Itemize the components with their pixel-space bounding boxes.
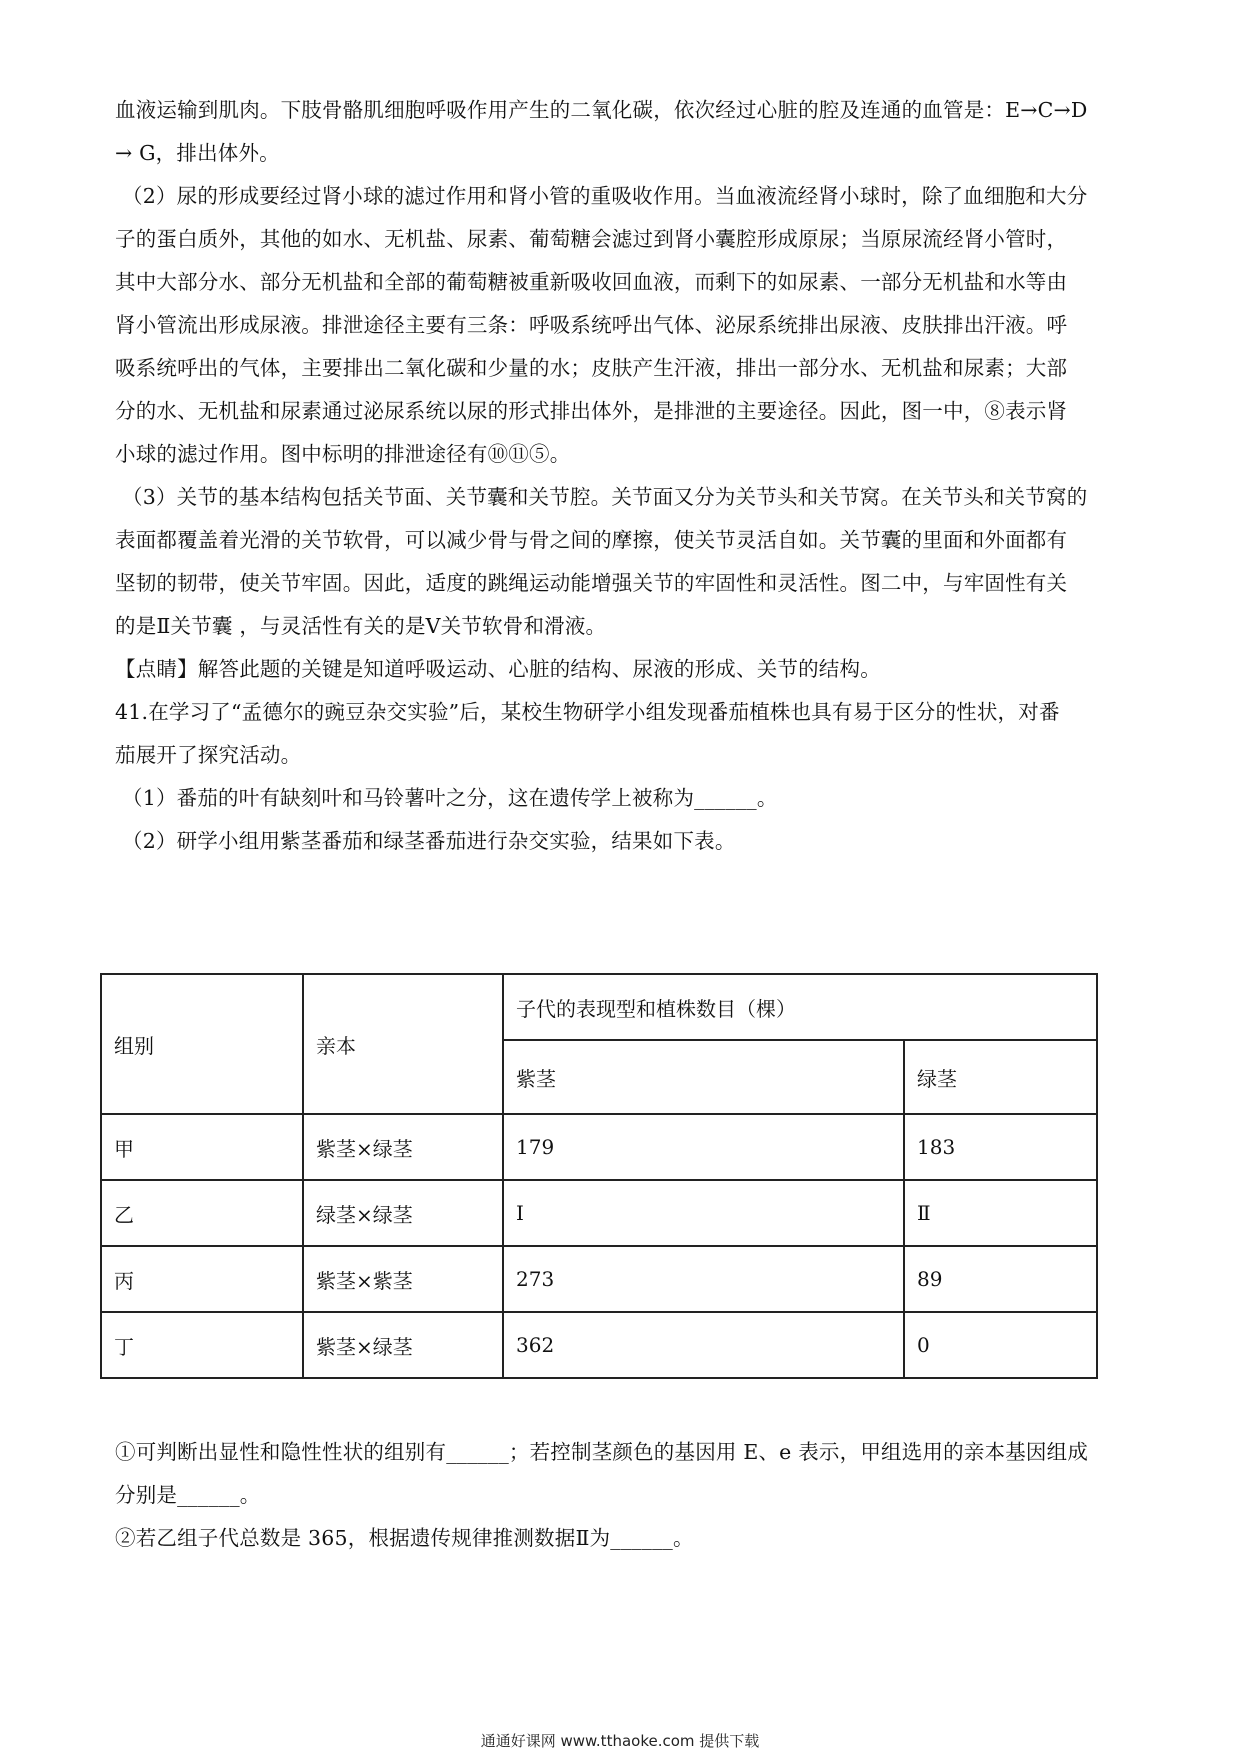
cell-purple: Ⅰ <box>503 1180 904 1246</box>
cell-purple: 362 <box>503 1312 904 1378</box>
answer-part2-line: 子的蛋白质外，其他的如水、无机盐、尿素、葡萄糖会滤过到肾小囊腔形成原尿；当原尿流经肾小管时， <box>115 227 1068 251</box>
table-row <box>101 1114 1097 1180</box>
cell-green: 0 <box>904 1312 1097 1378</box>
footer-watermark: 通通好课网 www.tthaoke.com 提供下载 <box>480 1732 760 1750</box>
answer-part3-line: 坚韧的韧带，使关节牢固。因此，适度的跳绳运动能增强关节的牢固性和灵活性。图二中，与牢固性有关 <box>115 571 1068 595</box>
answer-text-line: → G，排出体外。 <box>115 141 280 165</box>
sub-question-1: ①可判断出显性和隐性性状的组别有______；若控制茎颜色的基因用 E、e 表示，甲组选用的亲本基因组成 <box>115 1440 1089 1464</box>
cell-purple: 179 <box>503 1114 904 1180</box>
table-row <box>101 1312 1097 1378</box>
cell-green: 89 <box>904 1246 1097 1312</box>
question-41-part2: （2）研学小组用紫茎番茄和绿茎番茄进行杂交实验，结果如下表。 <box>122 829 736 853</box>
answer-part2-line: 分的水、无机盐和尿素通过泌尿系统以尿的形式排出体外，是排泄的主要途径。因此，图一中，⑧表示肾 <box>115 399 1068 423</box>
answer-part3-line: 的是Ⅱ关节囊 ，与灵活性有关的是Ⅴ关节软骨和滑液。 <box>115 614 607 638</box>
cell-parent: 紫茎×绿茎 <box>303 1114 503 1180</box>
answer-part2-line: 其中大部分水、部分无机盐和全部的葡萄糖被重新吸收回血液，而剩下的如尿素、一部分无机盐和水等由 <box>115 270 1068 294</box>
header-group: 组别 <box>101 974 303 1114</box>
question-41-stem: 茄展开了探究活动。 <box>115 743 302 767</box>
cell-group: 乙 <box>101 1180 303 1246</box>
cell-group: 丙 <box>101 1246 303 1312</box>
answer-part3-line: （3）关节的基本结构包括关节面、关节囊和关节腔。关节面又分为关节头和关节窝。在关节头和关节窝的 <box>122 485 1088 509</box>
cell-parent: 绿茎×绿茎 <box>303 1180 503 1246</box>
cell-group: 丁 <box>101 1312 303 1378</box>
cell-green: 183 <box>904 1114 1097 1180</box>
table-row <box>101 1180 1097 1246</box>
question-41-stem: 41.在学习了“孟德尔的豌豆杂交实验”后，某校生物研学小组发现番茄植株也具有易于区分的性状，对番 <box>115 700 1060 724</box>
sub-question-2: ②若乙组子代总数是 365，根据遗传规律推测数据Ⅱ为______。 <box>115 1526 694 1550</box>
header-green: 绿茎 <box>904 1040 1097 1114</box>
cross-experiment-table <box>100 973 1098 1379</box>
cell-parent: 紫茎×绿茎 <box>303 1312 503 1378</box>
answer-part2-line: 肾小管流出形成尿液。排泄途径主要有三条：呼吸系统呼出气体、泌尿系统排出尿液、皮肤排出汗液。呼 <box>115 313 1068 337</box>
cell-group: 甲 <box>101 1114 303 1180</box>
cell-parent: 紫茎×紫茎 <box>303 1246 503 1312</box>
answer-part3-line: 表面都覆盖着光滑的关节软骨，可以减少骨与骨之间的摩擦，使关节灵活自如。关节囊的里面和外面都有 <box>115 528 1068 552</box>
answer-part2-line: 吸系统呼出的气体，主要排出二氧化碳和少量的水；皮肤产生汗液，排出一部分水、无机盐和尿素；大部 <box>115 356 1068 380</box>
answer-part2-line: （2）尿的形成要经过肾小球的滤过作用和肾小管的重吸收作用。当血液流经肾小球时，除了血细胞和大分 <box>122 184 1088 208</box>
header-parent: 亲本 <box>303 974 503 1114</box>
question-41-part1: （1）番茄的叶有缺刻叶和马铃薯叶之分，这在遗传学上被称为______。 <box>122 786 778 810</box>
table-row <box>101 1246 1097 1312</box>
answer-part2-line: 小球的滤过作用。图中标明的排泄途径有⑩⑪⑤。 <box>115 442 571 466</box>
header-purple: 紫茎 <box>503 1040 904 1114</box>
sub-question-1: 分别是______。 <box>115 1483 261 1507</box>
header-offspring: 子代的表现型和植株数目（棵） <box>503 974 1097 1040</box>
answer-text-line: 血液运输到肌肉。下肢骨骼肌细胞呼吸作用产生的二氧化碳，依次经过心脏的腔及连通的血管是：E→C→D <box>115 98 1088 122</box>
dianjing-note: 【点睛】解答此题的关键是知道呼吸运动、心脏的结构、尿液的形成、关节的结构。 <box>115 657 881 681</box>
cell-purple: 273 <box>503 1246 904 1312</box>
cell-green: Ⅱ <box>904 1180 1097 1246</box>
